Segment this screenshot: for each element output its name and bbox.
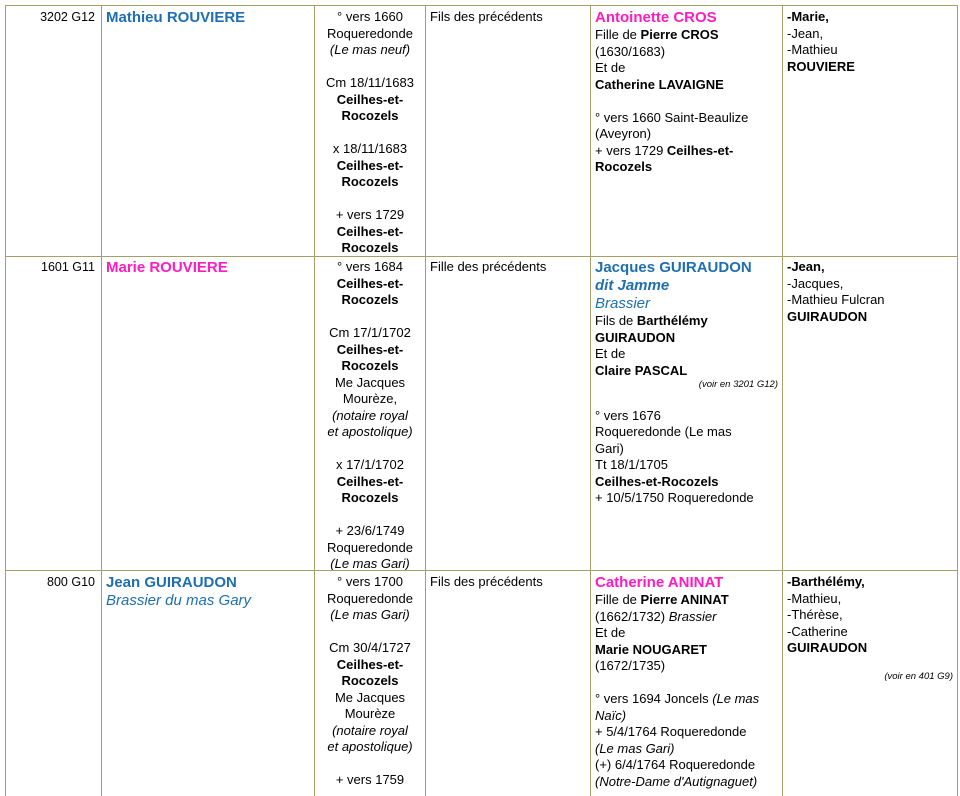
children-surname: GUIRAUDON bbox=[787, 308, 868, 324]
filiation: Fils des précédents bbox=[425, 6, 590, 256]
notary-title: (notaire royal bbox=[332, 407, 408, 423]
birth-place: Roqueredonde bbox=[326, 590, 414, 606]
contract-place: Rocozels bbox=[341, 358, 399, 373]
children-surname: GUIRAUDON bbox=[787, 640, 868, 655]
death-place: Roqueredonde bbox=[326, 539, 414, 555]
spouse-birth-region: (Aveyron) bbox=[595, 126, 652, 141]
spouse-birth: ° vers 1660 Saint-Beaulize bbox=[595, 109, 749, 125]
contract-place: Ceilhes-et- bbox=[336, 341, 404, 357]
mother-name: Catherine LAVAIGNE bbox=[595, 76, 724, 92]
notary-title: et apostolique) bbox=[327, 739, 413, 754]
child-name: -Thérèse, bbox=[787, 607, 843, 622]
and-label: Et de bbox=[595, 60, 626, 75]
child-name: -Jean, bbox=[787, 25, 824, 41]
events-cell bbox=[314, 256, 425, 570]
spouse-parents: Fils de Barthélémy bbox=[595, 313, 708, 328]
spouse-burial-note: (Notre-Dame d'Autignaguet) bbox=[595, 773, 758, 789]
generation-id: 800 G10 bbox=[5, 571, 101, 796]
birth-note: (Le mas Gari) bbox=[330, 607, 410, 622]
spouse-birth-place: Roqueredonde (Le mas bbox=[595, 424, 732, 439]
spouse-birth: ° vers 1676 bbox=[595, 407, 661, 423]
spouse-death-place: Rocozels bbox=[595, 159, 653, 174]
spouse-burial: (+) 6/4/1764 Roqueredonde bbox=[595, 757, 756, 772]
table-row bbox=[5, 5, 958, 257]
child-name: -Jean, bbox=[787, 259, 825, 274]
mother-dates: (1672/1735) bbox=[595, 658, 666, 673]
table-row bbox=[5, 571, 958, 796]
person-name: Jean GUIRAUDON bbox=[106, 574, 237, 591]
spouse-occupation: Brassier bbox=[595, 295, 651, 312]
marriage-place: Ceilhes-et- bbox=[336, 157, 404, 173]
marriage-place: Ceilhes-et- bbox=[336, 473, 404, 489]
father-dates: (1662/1732) Brassier bbox=[595, 608, 717, 624]
spouse-cell bbox=[590, 571, 782, 796]
notary-title: et apostolique) bbox=[327, 424, 413, 439]
table-row bbox=[5, 256, 958, 571]
children-surname: ROUVIERE bbox=[787, 58, 855, 74]
events-cell bbox=[314, 6, 425, 256]
mother-name: Claire PASCAL bbox=[595, 362, 688, 378]
birth-place: Ceilhes-et- bbox=[336, 275, 404, 291]
filiation: Fils des précédents bbox=[425, 571, 590, 796]
cross-reference: (voir en 3201 G12) bbox=[698, 379, 778, 390]
child-name: -Catherine bbox=[787, 623, 848, 639]
contract-date: Cm 18/11/1683 bbox=[326, 75, 414, 90]
contract-date: Cm 17/1/1702 bbox=[329, 325, 411, 340]
mother-name: Marie NOUGARET bbox=[595, 641, 707, 657]
marriage-date: x 18/11/1683 bbox=[332, 141, 408, 156]
birth-date: ° vers 1684 bbox=[337, 259, 403, 274]
notary-name: Me Jacques bbox=[334, 689, 406, 705]
spouse-alias: dit Jamme bbox=[595, 277, 670, 294]
spouse-cell bbox=[590, 6, 782, 256]
children-cell bbox=[782, 571, 958, 796]
children-cell bbox=[782, 256, 958, 570]
spouse-death: + 10/5/1750 Roqueredonde bbox=[595, 490, 754, 505]
birth-date: ° vers 1700 bbox=[337, 574, 403, 589]
birth-place: Rocozels bbox=[341, 292, 399, 307]
events-cell bbox=[314, 571, 425, 796]
death-date: + vers 1729 bbox=[335, 207, 405, 222]
marriage-place: Rocozels bbox=[341, 490, 399, 505]
and-label: Et de bbox=[595, 625, 626, 640]
child-name: -Barthélémy, bbox=[787, 574, 865, 589]
contract-place: Ceilhes-et- bbox=[336, 91, 404, 107]
generation-id: 3202 G12 bbox=[5, 6, 101, 256]
spouse-cell bbox=[590, 256, 782, 570]
person-cell bbox=[101, 571, 314, 796]
children-cell bbox=[782, 6, 958, 256]
child-name: -Marie, bbox=[787, 9, 829, 24]
cross-reference: (voir en 401 G9) bbox=[884, 670, 953, 682]
marriage-place: Rocozels bbox=[341, 174, 399, 189]
father-dates: (1630/1683) bbox=[595, 43, 666, 59]
notary-name: Mourèze bbox=[344, 706, 396, 721]
father-surname: GUIRAUDON bbox=[595, 329, 676, 345]
child-name: -Mathieu, bbox=[787, 590, 842, 606]
contract-place: Rocozels bbox=[341, 108, 399, 123]
spouse-birth-place: Gari) bbox=[595, 440, 624, 456]
death-place: Rocozels bbox=[341, 240, 399, 255]
person-cell bbox=[101, 6, 314, 256]
and-label: Et de bbox=[595, 346, 626, 361]
birth-place: Roqueredonde bbox=[326, 25, 414, 41]
birth-note: (Le mas neuf) bbox=[329, 42, 411, 57]
spouse-birth: ° vers 1694 Joncels (Le mas bbox=[595, 691, 760, 706]
contract-date: Cm 30/4/1727 bbox=[329, 640, 411, 655]
marriage-date: x 17/1/1702 bbox=[336, 457, 404, 472]
spouse-will: Tt 18/1/1705 bbox=[595, 457, 668, 472]
notary-title: (notaire royal bbox=[332, 722, 408, 738]
child-name: -Mathieu Fulcran bbox=[787, 292, 885, 307]
person-cell bbox=[101, 256, 314, 570]
child-name: -Mathieu bbox=[787, 42, 838, 57]
death-note: (Le mas Gari) bbox=[330, 556, 410, 570]
spouse-death-note: (Le mas Gari) bbox=[595, 740, 675, 756]
spouse-birth-note: Naïc) bbox=[595, 707, 627, 723]
birth-date: ° vers 1660 bbox=[337, 9, 403, 24]
person-name: Marie ROUVIERE bbox=[106, 259, 228, 276]
spouse-name: Jacques GUIRAUDON bbox=[595, 259, 752, 276]
spouse-name: Catherine ANINAT bbox=[595, 574, 724, 591]
person-name: Mathieu ROUVIERE bbox=[106, 9, 246, 26]
spouse-parents: Fille de Pierre ANINAT bbox=[595, 592, 729, 607]
contract-place: Ceilhes-et- bbox=[336, 656, 404, 672]
person-occupation: Brassier du mas Gary bbox=[106, 592, 252, 609]
contract-place: Rocozels bbox=[341, 673, 399, 688]
spouse-death: + 5/4/1764 Roqueredonde bbox=[595, 724, 747, 739]
spouse-parents: Fille de Pierre CROS bbox=[595, 27, 719, 42]
notary-name: Mourèze, bbox=[342, 391, 398, 406]
child-name: -Jacques, bbox=[787, 275, 844, 291]
spouse-death: + vers 1729 Ceilhes-et- bbox=[595, 142, 734, 158]
death-date: + 23/6/1749 bbox=[335, 523, 405, 538]
spouse-name: Antoinette CROS bbox=[595, 9, 717, 26]
death-place: Ceilhes-et- bbox=[336, 223, 404, 239]
generation-id: 1601 G11 bbox=[5, 256, 101, 570]
spouse-will-place: Ceilhes-et-Rocozels bbox=[595, 473, 719, 489]
death-date: + vers 1759 bbox=[335, 772, 405, 787]
notary-name: Me Jacques bbox=[334, 374, 406, 390]
filiation: Fille des précédents bbox=[425, 256, 590, 570]
